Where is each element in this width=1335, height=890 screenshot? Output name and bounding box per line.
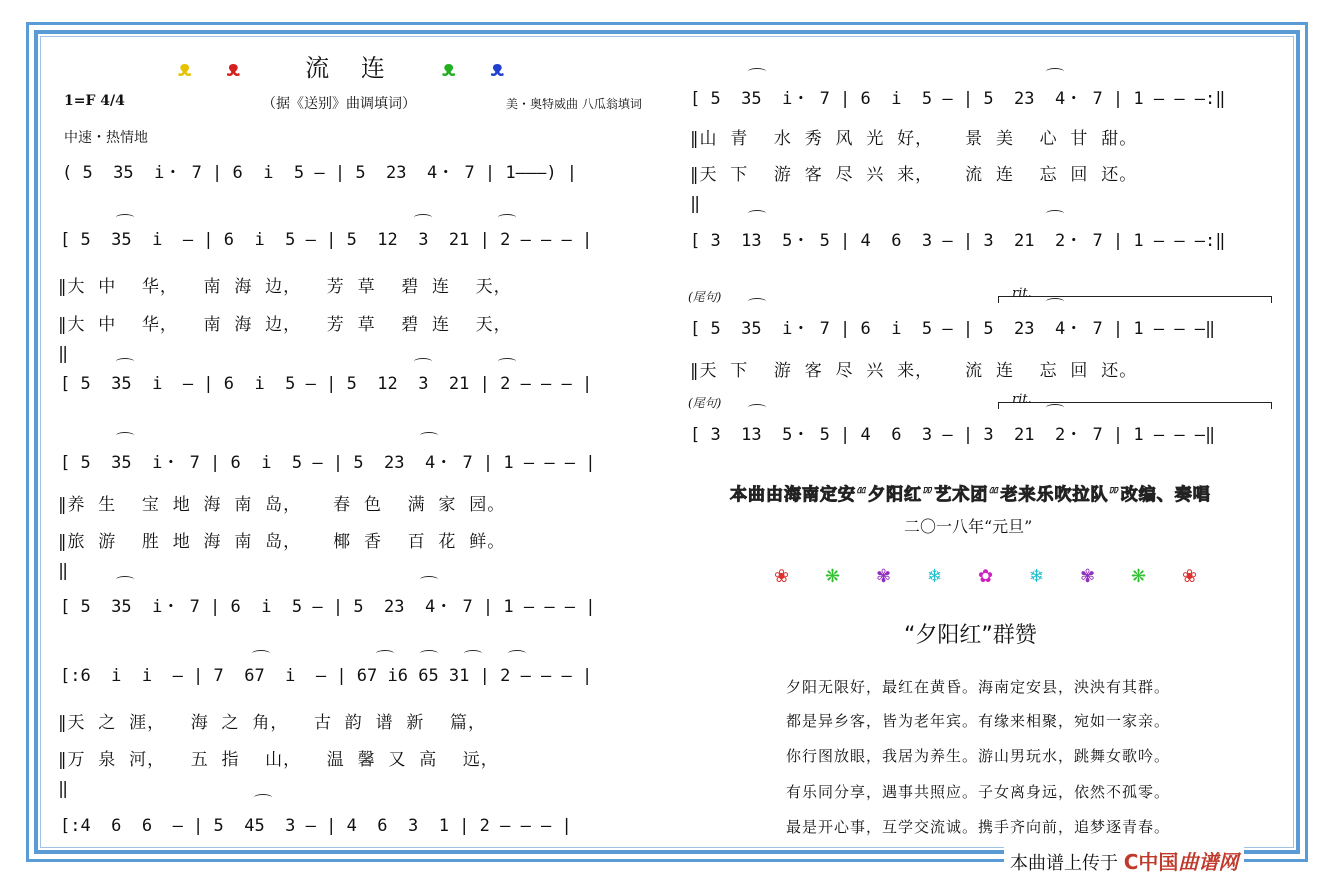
staff-2-bar: ‖ <box>58 344 69 364</box>
tie <box>116 576 134 583</box>
flower-icon: ❄ <box>1028 566 1045 587</box>
tie <box>1046 404 1064 411</box>
staff-2-notes: [ 5 35 i — | 6 i 5 — | 5 12 3 21 | 2 — — — | <box>60 374 593 394</box>
tie <box>1046 210 1064 217</box>
site-logo-text-2[interactable]: 曲谱网 <box>1178 850 1239 874</box>
tie <box>116 214 134 221</box>
poem-line: 夕阳无限好，最红在黄昏。海南定安县，泱泱有其群。 <box>786 678 1171 696</box>
rit-marking: rit. <box>1012 286 1032 301</box>
coda-label-2: (尾句) <box>688 396 722 410</box>
rit-marking-2: rit. <box>1012 392 1032 407</box>
staff-1-lyric-1: ‖大 中 华， 南 海 边， 芳 草 碧 连 天， <box>58 277 512 297</box>
right-staff-1-notes: [ 5 35 i・ 7 | 6 i 5 — | 5 23 4・ 7 | 1 — — —:‖ <box>690 89 1226 109</box>
tie <box>116 358 134 365</box>
arrangement-credit: 本曲由海南定安“夕阳红”艺术团“老来乐吹拉队”改编、奏唱 <box>730 485 1211 505</box>
staff-4-notes: [ 5 35 i・ 7 | 6 i 5 — | 5 23 4・ 7 | 1 — — — | <box>60 597 596 617</box>
flower-icon: ❀ <box>773 566 790 587</box>
staff-6-notes: [:4 6 6 — | 5 45 3 — | 4 6 3 1 | 2 — — — | <box>60 816 572 836</box>
poem-title: “夕阳红”群赞 <box>904 623 1037 648</box>
tie <box>252 650 270 657</box>
deco-icon-2: ᴥ <box>226 57 241 82</box>
flower-icon: ✿ <box>977 566 994 587</box>
flower-icon: ✾ <box>875 566 892 587</box>
tie <box>376 650 394 657</box>
tie <box>748 210 766 217</box>
staff-3-lyric-1: ‖养 生 宝 地 海 南 岛， 春 色 满 家 园。 <box>58 495 506 515</box>
deco-icon-3: ᴥ <box>442 57 456 82</box>
staff-5-notes: [:6 i i — | 7 67 i — | 67 i6 65 31 | 2 — — — | <box>60 666 593 686</box>
tie <box>748 298 766 305</box>
staff-3-notes: [ 5 35 i・ 7 | 6 i 5 — | 5 23 4・ 7 | 1 — — — | <box>60 453 596 473</box>
deco-icon-4: ᴥ <box>490 57 505 82</box>
tie <box>748 68 766 75</box>
tie <box>420 576 438 583</box>
page-title: 流 连 <box>305 54 397 82</box>
right-staff-2-notes: [ 3 13 5・ 5 | 4 6 3 — | 3 21 2・ 7 | 1 — — —:‖ <box>690 231 1226 251</box>
flower-row <box>756 566 1215 587</box>
right-staff-2-bar: ‖ <box>690 194 701 214</box>
tie <box>420 432 438 439</box>
rit-bracket-2 <box>998 402 1272 409</box>
tie <box>1046 298 1064 305</box>
right-staff-4-notes: [ 3 13 5・ 5 | 4 6 3 — | 3 21 2・ 7 | 1 — — —‖ <box>690 425 1216 445</box>
poem-line: 有乐同分享，遇事共照应。子女离身远，依然不孤零。 <box>786 783 1171 801</box>
staff-3-lyric-2: ‖旅 游 胜 地 海 南 岛， 椰 香 百 花 鲜。 <box>58 532 506 552</box>
footer-prefix: 本曲谱上传于 <box>1010 853 1118 874</box>
tie <box>498 214 516 221</box>
tie <box>748 404 766 411</box>
tie <box>1046 68 1064 75</box>
flower-icon: ❀ <box>1181 566 1198 587</box>
rit-bracket <box>998 296 1272 303</box>
flower-icon: ❋ <box>824 566 841 587</box>
poem-line: 都是异乡客，皆为老年宾。有缘来相聚，宛如一家亲。 <box>786 712 1171 730</box>
key-signature: 1=F 4/4 <box>64 93 125 109</box>
right-staff-3-lyric: ‖天 下 游 客 尽 兴 来， 流 连 忘 回 还。 <box>690 361 1138 381</box>
tie <box>508 650 526 657</box>
staff-5-lyric-2: ‖万 泉 河， 五 指 山， 温 馨 又 高 远， <box>58 750 499 770</box>
right-staff-1-lyric-1: ‖山 青 水 秀 风 光 好， 景 美 心 甘 甜。 <box>690 129 1138 149</box>
poem-line: 最是开心事，互学交流诚。携手齐向前，追梦逐青春。 <box>786 818 1171 836</box>
deco-icon-1: ᴥ <box>178 57 192 82</box>
flower-icon: ❄ <box>926 566 943 587</box>
staff-6-bar: ‖ <box>58 779 69 799</box>
poem-line: 你行图放眼，我居为养生。游山男玩水，跳舞女歌吟。 <box>786 747 1171 765</box>
tie <box>420 650 438 657</box>
flower-icon: ✾ <box>1079 566 1096 587</box>
composer: 美・奥特威曲 八瓜翁填词 <box>506 97 642 111</box>
staff-1-notes: [ 5 35 i — | 6 i 5 — | 5 12 3 21 | 2 — — — | <box>60 230 593 250</box>
tie <box>414 358 432 365</box>
date-line: 二〇一八年“元旦” <box>904 517 1033 536</box>
coda-label: (尾句) <box>688 290 722 304</box>
tie <box>414 214 432 221</box>
tie <box>464 650 482 657</box>
staff-1-lyric-2: ‖大 中 华， 南 海 边， 芳 草 碧 连 天， <box>58 315 512 335</box>
right-staff-3-notes: [ 5 35 i・ 7 | 6 i 5 — | 5 23 4・ 7 | 1 — — —‖ <box>690 319 1216 339</box>
tie <box>254 794 272 801</box>
subtitle: （据《送别》曲调填词） <box>262 96 416 112</box>
tempo: 中速・热情地 <box>64 130 148 146</box>
tie <box>498 358 516 365</box>
staff-5-lyric-1: ‖天 之 涯， 海 之 角， 古 韵 谱 新 篇， <box>58 713 486 733</box>
right-staff-1-lyric-2: ‖天 下 游 客 尽 兴 来， 流 连 忘 回 还。 <box>690 165 1138 185</box>
site-logo-text[interactable]: 中国 <box>1138 850 1179 874</box>
footer-watermark <box>1004 842 1244 879</box>
title-row <box>178 48 534 83</box>
staff-4-bar: ‖ <box>58 561 69 581</box>
tie <box>116 432 134 439</box>
flower-icon: ❋ <box>1130 566 1147 587</box>
site-logo-icon: C <box>1123 850 1139 874</box>
intro-line: ( 5 35 i・ 7 | 6 i 5 — | 5 23 4・ 7 | 1———) | <box>62 163 578 183</box>
